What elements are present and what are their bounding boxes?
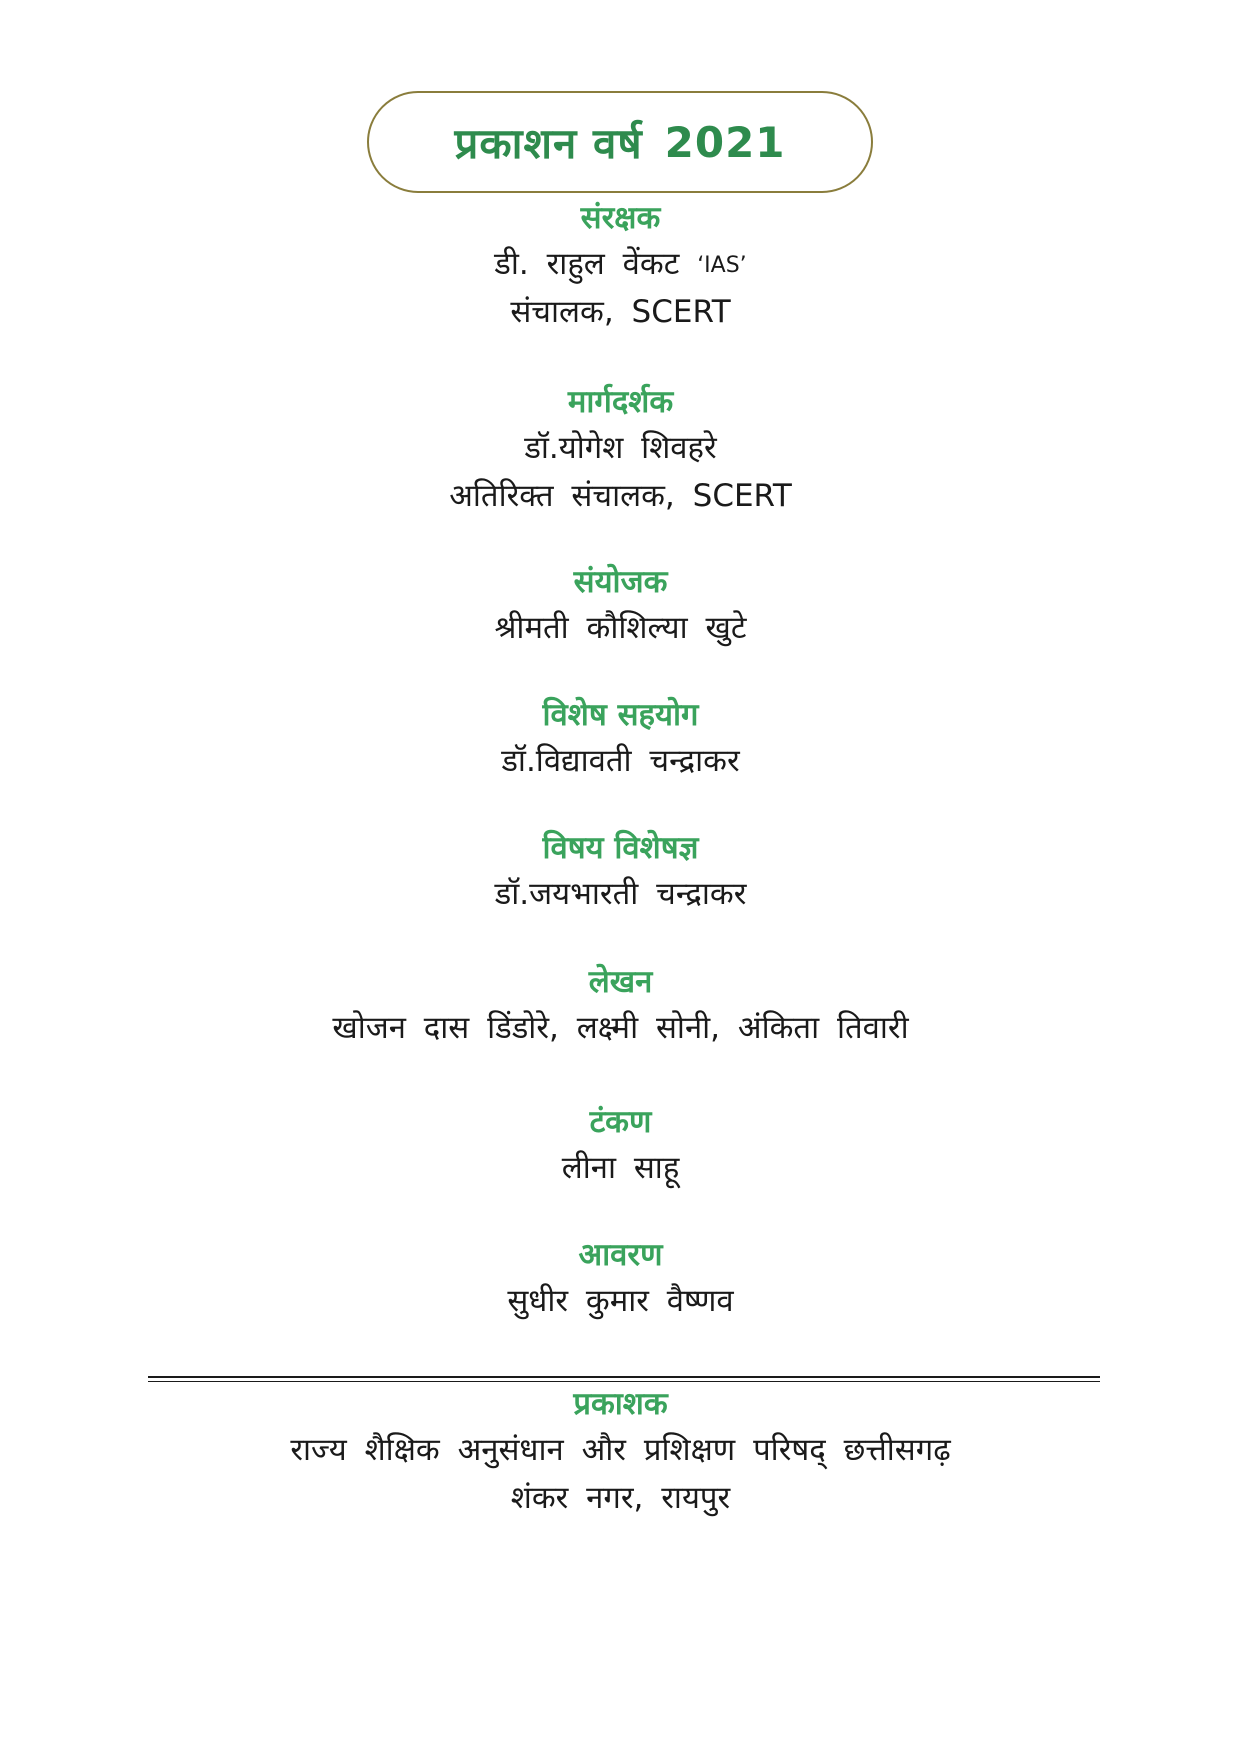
typing-heading: टंकण — [589, 1104, 652, 1140]
coordinator-heading: संयोजक — [573, 564, 668, 600]
publisher-section — [0, 1382, 1241, 1522]
cover-section — [0, 1233, 1241, 1325]
cover-name: सुधीर कुमार वैष्णव — [507, 1283, 734, 1319]
patron-name-line — [0, 240, 1241, 288]
writing-section — [0, 960, 1241, 1052]
guide-name: डॉ.योगेश शिवहरे — [524, 430, 717, 466]
patron-name: डी. राहुल वेंकट — [494, 246, 680, 282]
divider-rule-top — [148, 1376, 1100, 1378]
typing-section — [0, 1100, 1241, 1192]
guide-section — [0, 380, 1241, 520]
special-support-name: डॉ.विद्यावती चन्द्राकर — [501, 743, 740, 779]
publication-year-value: 2021 — [664, 117, 786, 167]
publisher-heading: प्रकाशक — [573, 1386, 668, 1422]
coordinator-section — [0, 560, 1241, 652]
guide-heading: मार्गदर्शक — [567, 384, 674, 420]
patron-designation: संचालक, SCERT — [510, 294, 731, 330]
subject-expert-name: डॉ.जयभारती चन्द्राकर — [494, 876, 747, 912]
cover-heading: आवरण — [578, 1237, 663, 1273]
patron-heading: संरक्षक — [580, 200, 661, 236]
publication-year-banner — [367, 91, 873, 193]
special-support-heading: विशेष सहयोग — [542, 697, 699, 733]
typing-name: लीना साहू — [561, 1150, 680, 1186]
coordinator-name: श्रीमती कौशिल्या खुटे — [494, 610, 747, 646]
subject-expert-section — [0, 826, 1241, 918]
patron-section — [0, 196, 1241, 336]
writing-names: खोजन दास डिंडोरे, लक्ष्मी सोनी, अंकिता तिवारी — [332, 1010, 909, 1046]
publisher-organization: राज्य शैक्षिक अनुसंधान और प्रशिक्षण परिषद् छत्तीसगढ़ — [290, 1432, 951, 1468]
patron-name-suffix: ‘IAS’ — [697, 253, 747, 278]
subject-expert-heading: विषय विशेषज्ञ — [542, 830, 699, 866]
special-support-section — [0, 693, 1241, 785]
publication-year-label: प्रकाशन वर्ष — [454, 118, 643, 168]
publisher-address: शंकर नगर, रायपुर — [510, 1480, 731, 1516]
writing-heading: लेखन — [588, 964, 653, 1000]
guide-designation: अतिरिक्त संचालक, SCERT — [449, 478, 792, 514]
